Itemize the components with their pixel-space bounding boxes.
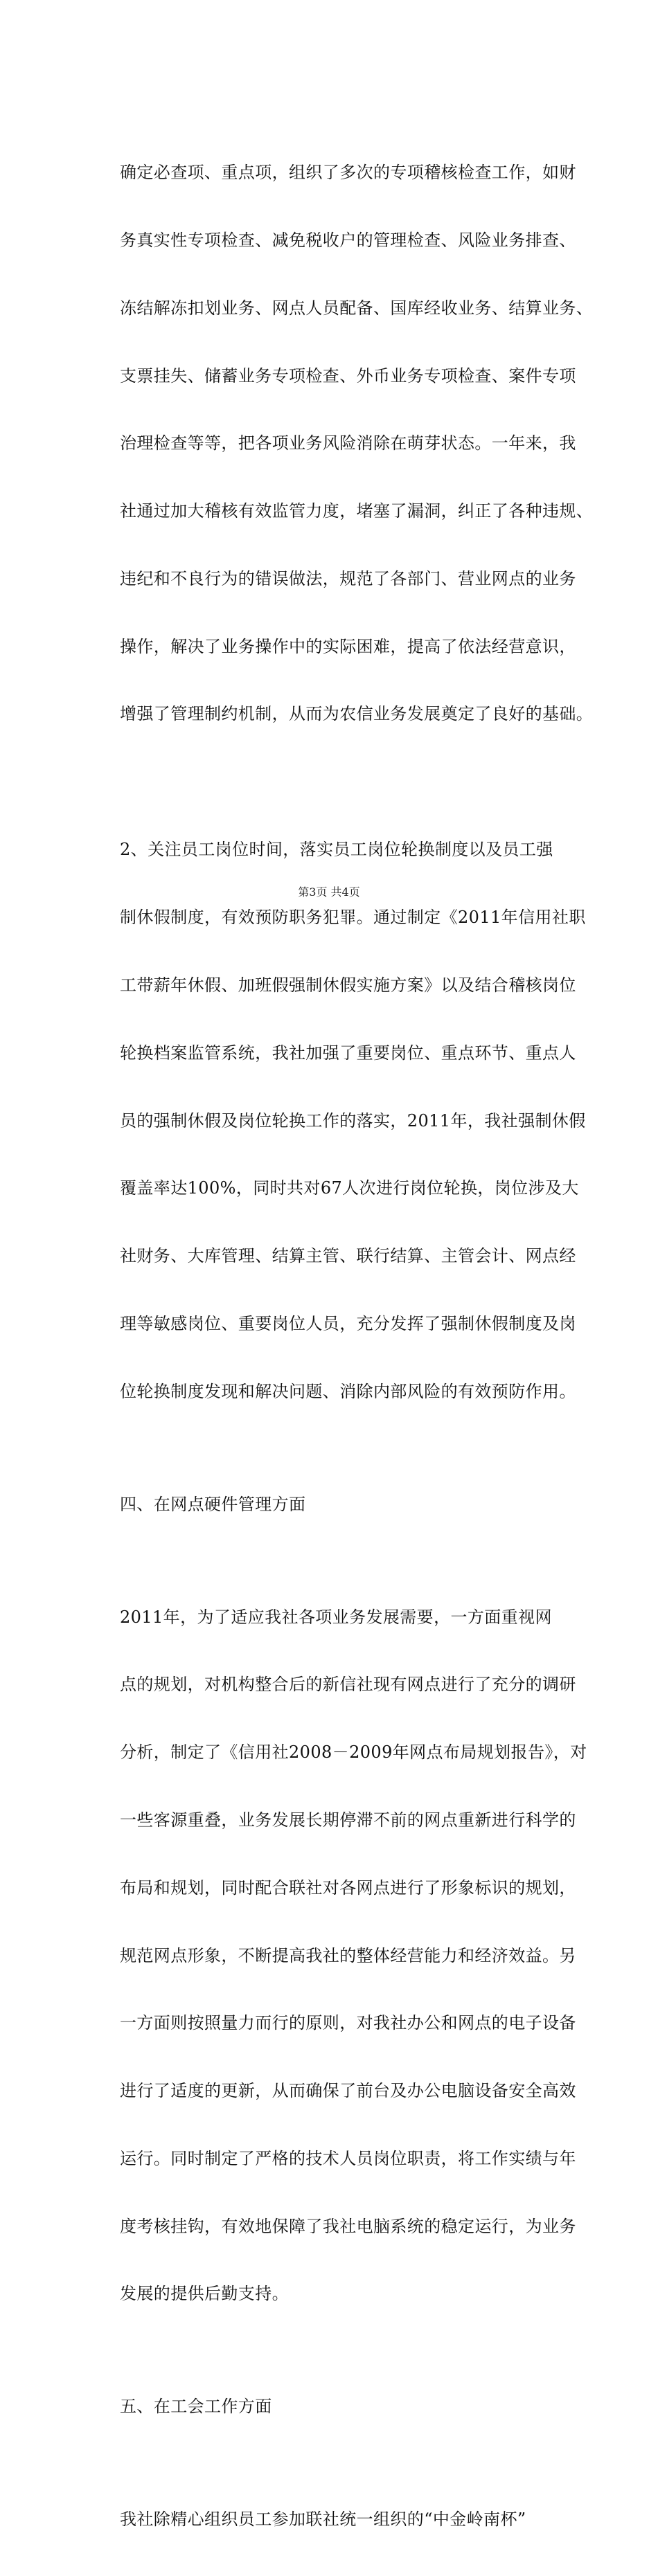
text-line: 制休假制度，有效预防职务犯罪。通过制定《2011年信用社职 xyxy=(120,908,586,928)
section-heading-5 xyxy=(120,2350,577,2463)
paragraph-branch-hardware xyxy=(120,1560,587,2350)
text-line: 分析，制定了《信用社2008－2009年网点布局规划报告》，对 xyxy=(120,1742,587,1763)
page-number-footer: 第3页 共4页 xyxy=(298,885,360,899)
text-line: 一方面则按照量力而行的原则，对我社办公和网点的电子设备 xyxy=(120,2013,576,2033)
text-line: 增强了管理制约机制，从而为农信业务发展奠定了良好的基础。 xyxy=(120,704,594,724)
text-line: 社财务、大库管理、结算主管、联行结算、主管会计、网点经 xyxy=(120,1246,576,1266)
text-line: 务真实性专项检查、减免税收户的管理检查、风险业务排查、 xyxy=(120,230,576,250)
paragraph-spacer xyxy=(120,771,577,793)
text-line: 规范网点形象，不断提高我社的整体经营能力和经济效益。另 xyxy=(120,1945,576,1965)
paragraph-audit-checks xyxy=(120,116,594,771)
text-line: 工带薪年休假、加班假强制休假实施方案》以及结合稽核岗位 xyxy=(120,975,576,995)
text-line: 确定必查项、重点项，组织了多次的专项稽核检查工作，如财 xyxy=(120,163,576,183)
text-line: 点的规划，对机构整合后的新信社现有网点进行了充分的调研 xyxy=(120,1675,576,1695)
text-line: 布局和规划，同时配合联社对各网点进行了形象标识的规划， xyxy=(120,1877,576,1898)
text-line: 支票挂失、储蓄业务专项检查、外币业务专项检查、案件专项 xyxy=(120,366,576,386)
text-line: 员的强制休假及岗位轮换工作的落实，2011年，我社强制休假 xyxy=(120,1110,586,1131)
text-line: 进行了适度的更新，从而确保了前台及办公电脑设备安全高效 xyxy=(120,2081,576,2101)
section-heading-4 xyxy=(120,1448,577,1560)
text-line: 覆盖率达100%，同时共对67人次进行岗位轮换，岗位涉及大 xyxy=(120,1178,579,1198)
text-line: 治理检查等等，把各项业务风险消除在萌芽状态。一年来，我 xyxy=(120,433,576,453)
text-line: 一些客源重叠，业务发展长期停滞不前的网点重新进行科学的 xyxy=(120,1810,576,1830)
text-line: 运行。同时制定了严格的技术人员岗位职责，将工作实绩与年 xyxy=(120,2148,576,2168)
text-line: 理等敏感岗位、重要岗位人员，充分发挥了强制休假制度及岗 xyxy=(120,1313,576,1333)
text-line: 轮换档案监管系统，我社加强了重要岗位、重点环节、重点人 xyxy=(120,1043,576,1063)
text-line: 我社除精心组织员工参加联社统一组织的“中金岭南杯” xyxy=(120,2510,526,2530)
text-line: 发展的提供后勤支持。 xyxy=(120,2284,289,2304)
text-line: 2011年，为了适应我社各项业务发展需要，一方面重视网 xyxy=(120,1607,552,1627)
text-line: 社通过加大稽核有效监管力度，堵塞了漏洞，纠正了各种违规、 xyxy=(120,501,594,521)
text-line: 违纪和不良行为的错误做法，规范了各部门、营业网点的业务 xyxy=(120,568,576,588)
text-line: 位轮换制度发现和解决问题、消除内部风险的有效预防作用。 xyxy=(120,1381,576,1401)
text-line: 操作，解决了业务操作中的实际困难，提高了依法经营意识， xyxy=(120,636,576,656)
text-line: 度考核挂钩，有效地保障了我社电脑系统的稳定运行，为业务 xyxy=(120,2216,576,2236)
paragraph-union-work xyxy=(120,2463,577,2576)
text-line: 冻结解冻扣划业务、网点人员配备、国库经收业务、结算业务、 xyxy=(120,298,594,318)
text-line: 2、关注员工岗位时间，落实员工岗位轮换制度以及员工强 xyxy=(120,840,553,860)
section-heading-text: 四、在网点硬件管理方面 xyxy=(120,1494,306,1514)
section-heading-text: 五、在工会工作方面 xyxy=(120,2397,272,2417)
document-body xyxy=(120,116,594,2576)
